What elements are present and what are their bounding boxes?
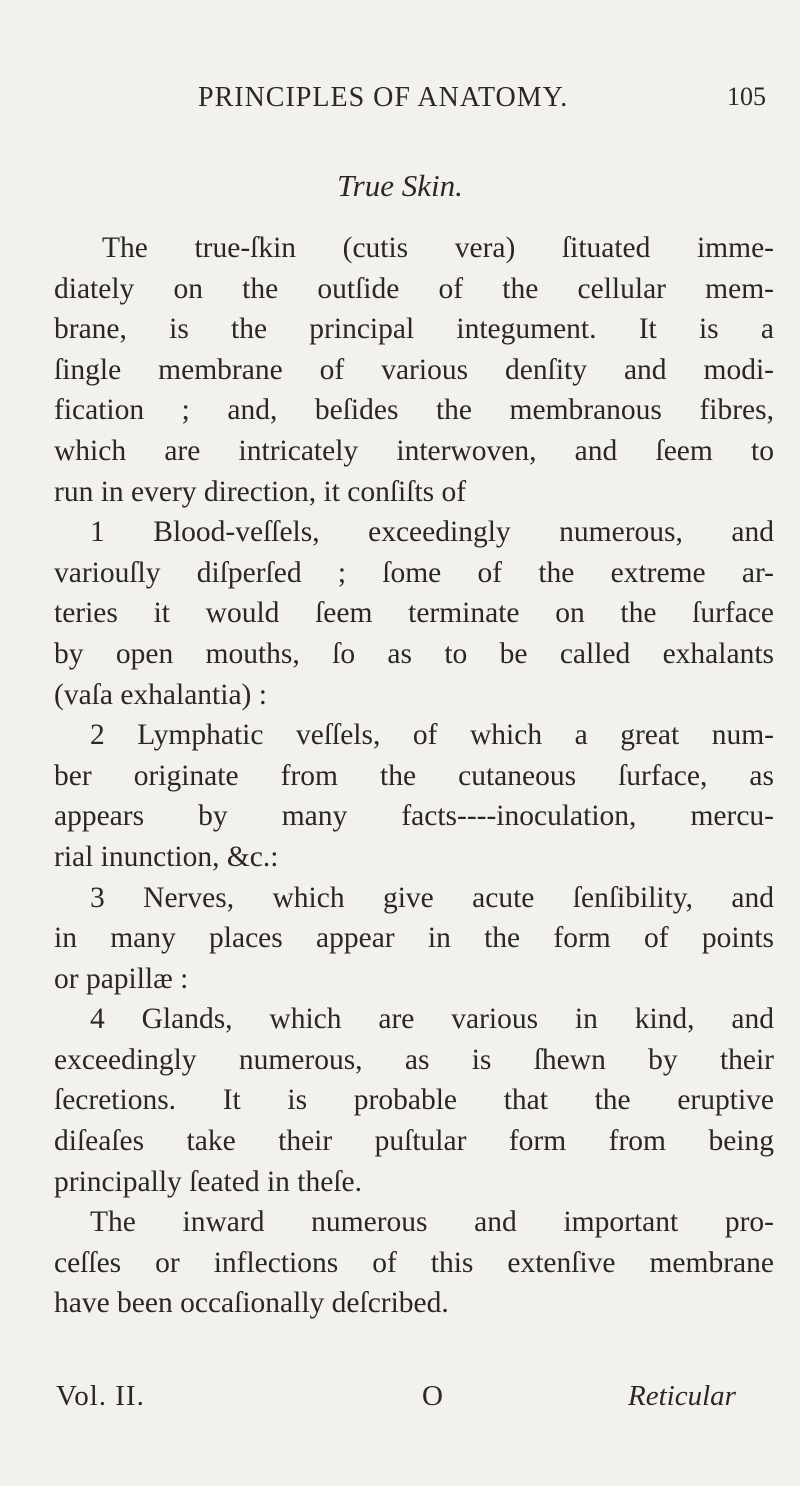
text-line: brane, is the principal integument. It is a xyxy=(54,313,774,346)
text-line: diſeaſes take their puſtular form from being xyxy=(54,1125,774,1158)
text-line: principally ſeated in theſe. xyxy=(54,1165,362,1198)
text-line: variouſly diſperſed ; ſome of the extreme ar- xyxy=(54,556,774,589)
running-title: PRINCIPLES OF ANATOMY. xyxy=(198,82,569,113)
text-line: The inward numerous and important pro- xyxy=(90,1206,774,1239)
text-line: ſingle membrane of various denſity and modi- xyxy=(54,353,774,386)
text-line: ſecretions. It is probable that the eruptive xyxy=(54,1084,774,1117)
text-line: diately on the outſide of the cellular mem- xyxy=(54,272,774,305)
page-footer xyxy=(0,1380,800,1424)
text-line: in many places appear in the form of points xyxy=(54,922,774,955)
text-line: The true-ſkin (cutis vera) ſituated imme- xyxy=(102,232,774,264)
text-line: by open mouths, ſo as to be called exhalants xyxy=(54,637,774,670)
text-line: rial inunction, &c.: xyxy=(54,840,279,873)
text-line: (vaſa exhalantia) : xyxy=(54,678,267,711)
page-number: 105 xyxy=(727,82,766,111)
section-title: True Skin. xyxy=(337,168,463,203)
signature-mark: O xyxy=(422,1380,443,1412)
text-line: appears by many facts----inoculation, mercu- xyxy=(54,800,774,833)
text-line: exceedingly numerous, as is ſhewn by their xyxy=(54,1043,774,1076)
text-line: fication ; and, beſides the membranous fibres, xyxy=(54,394,774,427)
list-item-blood-vessels: 1 Blood-veſſels, exceedingly numerous, and xyxy=(90,516,774,549)
catchword: Reticular xyxy=(628,1380,736,1412)
text-line: have been occaſionally deſcribed. xyxy=(54,1287,449,1320)
text-line: ber originate from the cutaneous ſurface, as xyxy=(54,759,774,792)
text-line: or papillæ : xyxy=(54,962,189,995)
list-item-glands: 4 Glands, which are various in kind, and xyxy=(90,1003,774,1036)
body-text xyxy=(54,228,774,1324)
text-line: teries it would ſeem terminate on the ſurface xyxy=(54,597,774,630)
list-item-lymphatic-vessels: 2 Lymphatic veſſels, of which a great num- xyxy=(90,719,774,752)
text-line: ceſſes or inflections of this extenſive membrane xyxy=(54,1246,774,1279)
list-item-nerves: 3 Nerves, which give acute ſenſibility, and xyxy=(90,881,774,914)
text-line: run in every direction, it conſiſts of xyxy=(54,475,467,508)
volume-signature: Vol. II. xyxy=(56,1380,145,1412)
text-line: which are intricately interwoven, and ſeem to xyxy=(54,434,774,467)
